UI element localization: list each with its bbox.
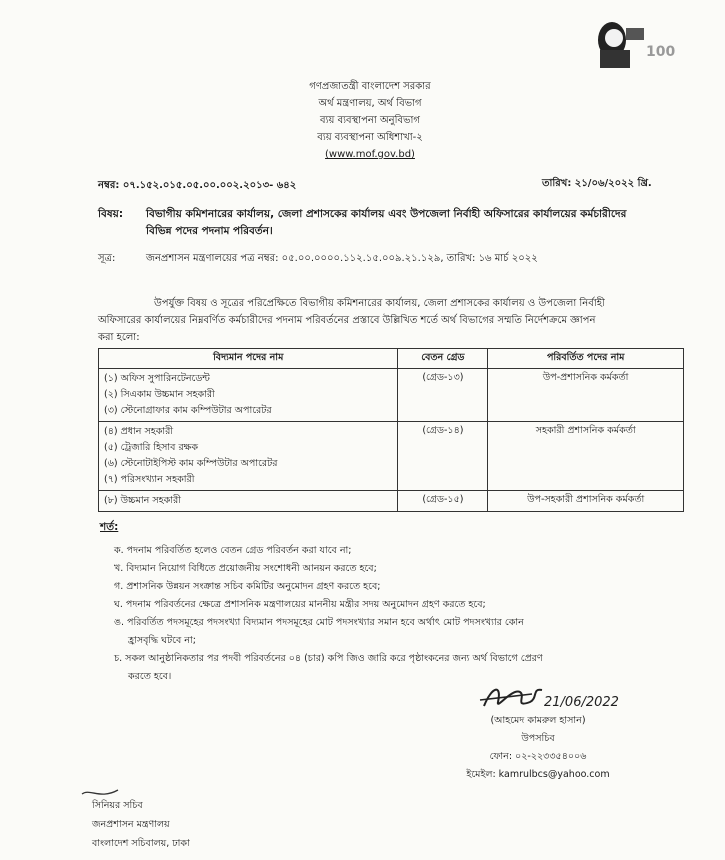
condition-item: খ. বিদ্যমান নিয়োগ বিধিতে প্রয়োজনীয় সংশোধনী আনয়ন করতে হবে; xyxy=(114,563,377,574)
pay-grade-cell: (গ্রেড-১৫) xyxy=(398,491,488,512)
subject-line-1: বিভাগীয় কমিশনারের কার্যালয়, জেলা প্রশাসকের কার্যালয় এবং উপজেলা নির্বাহী অফিসারের কার্যালয়ের কর্মচারীদের xyxy=(146,208,627,220)
body-paragraph xyxy=(98,295,678,346)
condition-item-continued: করতে হবে। xyxy=(128,671,172,682)
condition-item-continued: হ্রাসবৃদ্ধি ঘটবে না; xyxy=(128,635,196,646)
existing-posts-cell xyxy=(99,369,398,422)
recipient-designation: সিনিয়র সচিব xyxy=(92,800,143,811)
mujib-100-logo xyxy=(590,10,676,70)
condition-item: গ. প্রশাসনিক উন্নয়ন সংক্রান্ত সচিব কমিটির অনুমোদন গ্রহণ করতে হবে; xyxy=(114,581,381,592)
table-row xyxy=(99,369,684,422)
header-line-ministry: অর্থ মন্ত্রণালয়, অর্থ বিভাগ xyxy=(318,98,422,109)
header-line-government: গণপ্রজাতন্ত্রী বাংলাদেশ সরকার xyxy=(309,81,431,92)
existing-posts-cell xyxy=(99,491,398,512)
new-post-cell: উপ-সহকারী প্রশাসনিক কর্মকর্তা xyxy=(488,491,684,512)
conditions-list xyxy=(114,542,684,686)
existing-post: (২) সিএকাম উচ্চমান সহকারী xyxy=(104,389,215,400)
memo-number: নম্বর: ০৭.১৫২.০১৫.০৫.০০.০০২.২০১৩- ৬৪২ xyxy=(98,180,297,191)
subject-text xyxy=(146,206,676,240)
existing-post: (৪) প্রধান সহকারী xyxy=(104,426,174,437)
condition-item: ঙ. পরিবর্তিত পদসমূহের পদসংখ্যা বিদ্যমান পদসমূহের মোট পদসংখ্যার সমান হবে অর্থাৎ মোট পদসংখ্যার কোন xyxy=(114,617,524,628)
new-post-cell: উপ-প্রশাসনিক কর্মকর্তা xyxy=(488,369,684,422)
header-website-link[interactable]: (www.mof.gov.bd) xyxy=(325,149,415,160)
body-line-3: করা হলো: xyxy=(98,332,140,343)
subject-line-2: বিভিন্ন পদের পদনাম পরিবর্তন। xyxy=(146,225,273,237)
recipient-address: বাংলাদেশ সচিবালয়, ঢাকা xyxy=(92,838,190,849)
signatory-phone: ফোন: ০২-২২৩৩৫৪০০৬ xyxy=(489,751,587,762)
signatory-email[interactable]: ইমেইল: kamrulbcs@yahoo.com xyxy=(466,769,610,780)
signatory-designation: উপসচিব xyxy=(521,733,555,744)
existing-post: (৭) পরিসংখ্যান সহকারী xyxy=(104,474,195,485)
handwritten-signature xyxy=(472,680,632,716)
signatory-name: (আহমেদ কামরুল হাসান) xyxy=(490,715,586,726)
existing-posts-cell xyxy=(99,422,398,491)
memo-date: তারিখ: ২১/০৬/২০২২ খ্রি. xyxy=(542,178,652,189)
existing-post: (৬) স্টেনোটাইপিস্ট কাম কম্পিউটার অপারেটর xyxy=(104,458,278,469)
header-line-wing: ব্যয় ব্যবস্থাপনা অনুবিভাগ xyxy=(320,115,420,126)
new-post-cell: সহকারী প্রশাসনিক কর্মকর্তা xyxy=(488,422,684,491)
header-line-branch: ব্যয় ব্যবস্থাপনা অধিশাখা-২ xyxy=(317,132,423,143)
post-rename-table xyxy=(98,348,684,512)
recipient-ministry: জনপ্রশাসন মন্ত্রণালয় xyxy=(92,819,170,830)
table-header-row xyxy=(99,349,684,369)
pay-grade-cell: (গ্রেড-১৪) xyxy=(398,422,488,491)
table-row xyxy=(99,422,684,491)
existing-post: (৩) স্টেনোগ্রাফার কাম কম্পিউটার অপারেটর xyxy=(104,405,272,416)
condition-item: ঘ. পদনাম পরিবর্তনের ক্ষেত্রে প্রশাসনিক মন্ত্রণালয়ের মাননীয় মন্ত্রীর সদয় অনুমোদন গ্রহণ করতে হবে; xyxy=(114,599,486,610)
header-existing-post: বিদ্যমান পদের নাম xyxy=(99,349,398,369)
conditions-title: শর্ত: xyxy=(100,521,119,533)
signature-date: 21/06/2022 xyxy=(544,695,619,710)
reference-label: সূত্র: xyxy=(98,253,116,264)
header-pay-grade: বেতন গ্রেড xyxy=(398,349,488,369)
signatory-block xyxy=(448,712,628,784)
svg-text:100: 100 xyxy=(646,44,676,60)
condition-item: ক. পদনাম পরিবর্তিত হলেও বেতন গ্রেড পরিবর্তন করা যাবে না; xyxy=(114,545,352,556)
recipient-block xyxy=(92,796,190,853)
header-new-post: পরিবর্তিত পদের নাম xyxy=(488,349,684,369)
existing-post: (৫) ট্রেজারি হিসাব রক্ষক xyxy=(104,442,199,453)
existing-post: (৮) উচ্চমান সহকারী xyxy=(104,495,181,506)
letterhead xyxy=(250,78,490,163)
table-row xyxy=(99,491,684,512)
condition-item: চ. সকল আনুষ্ঠানিকতার পর পদবী পরিবর্তনের ০৪ (চার) কপি জিও জারি করে পৃষ্ঠাংকনের জন্য অর্থ বিভাগে প্রেরণ xyxy=(114,653,543,664)
pay-grade-cell: (গ্রেড-১৩) xyxy=(398,369,488,422)
subject-label: বিষয়: xyxy=(98,208,124,220)
body-line-2: অফিসারের কার্যালয়ের নিম্নবর্ণিত কর্মচারীদের পদনাম পরিবর্তনের প্রস্তাবে উল্লিখিত শর্তে অর্থ বিভাগের সম্মতি নির্দেশক্রমে জ্ঞাপন xyxy=(98,315,596,326)
reference-text: জনপ্রশাসন মন্ত্রণালয়ের পত্র নম্বর: ০৫.০০.০০০০.১১২.১৫.০০৯.২১.১২৯, তারিখ: ১৬ মার্চ ২০২২ xyxy=(146,253,538,264)
existing-post: (১) অফিস সুপারিনটেনডেন্ট xyxy=(104,373,210,384)
body-line-1: উপর্যুক্ত বিষয় ও সূত্রের পরিপ্রেক্ষিতে বিভাগীয় কমিশনারের কার্যালয়, জেলা প্রশাসকের কার্যালয় ও উপজেলা নির্বাহী xyxy=(154,298,605,309)
